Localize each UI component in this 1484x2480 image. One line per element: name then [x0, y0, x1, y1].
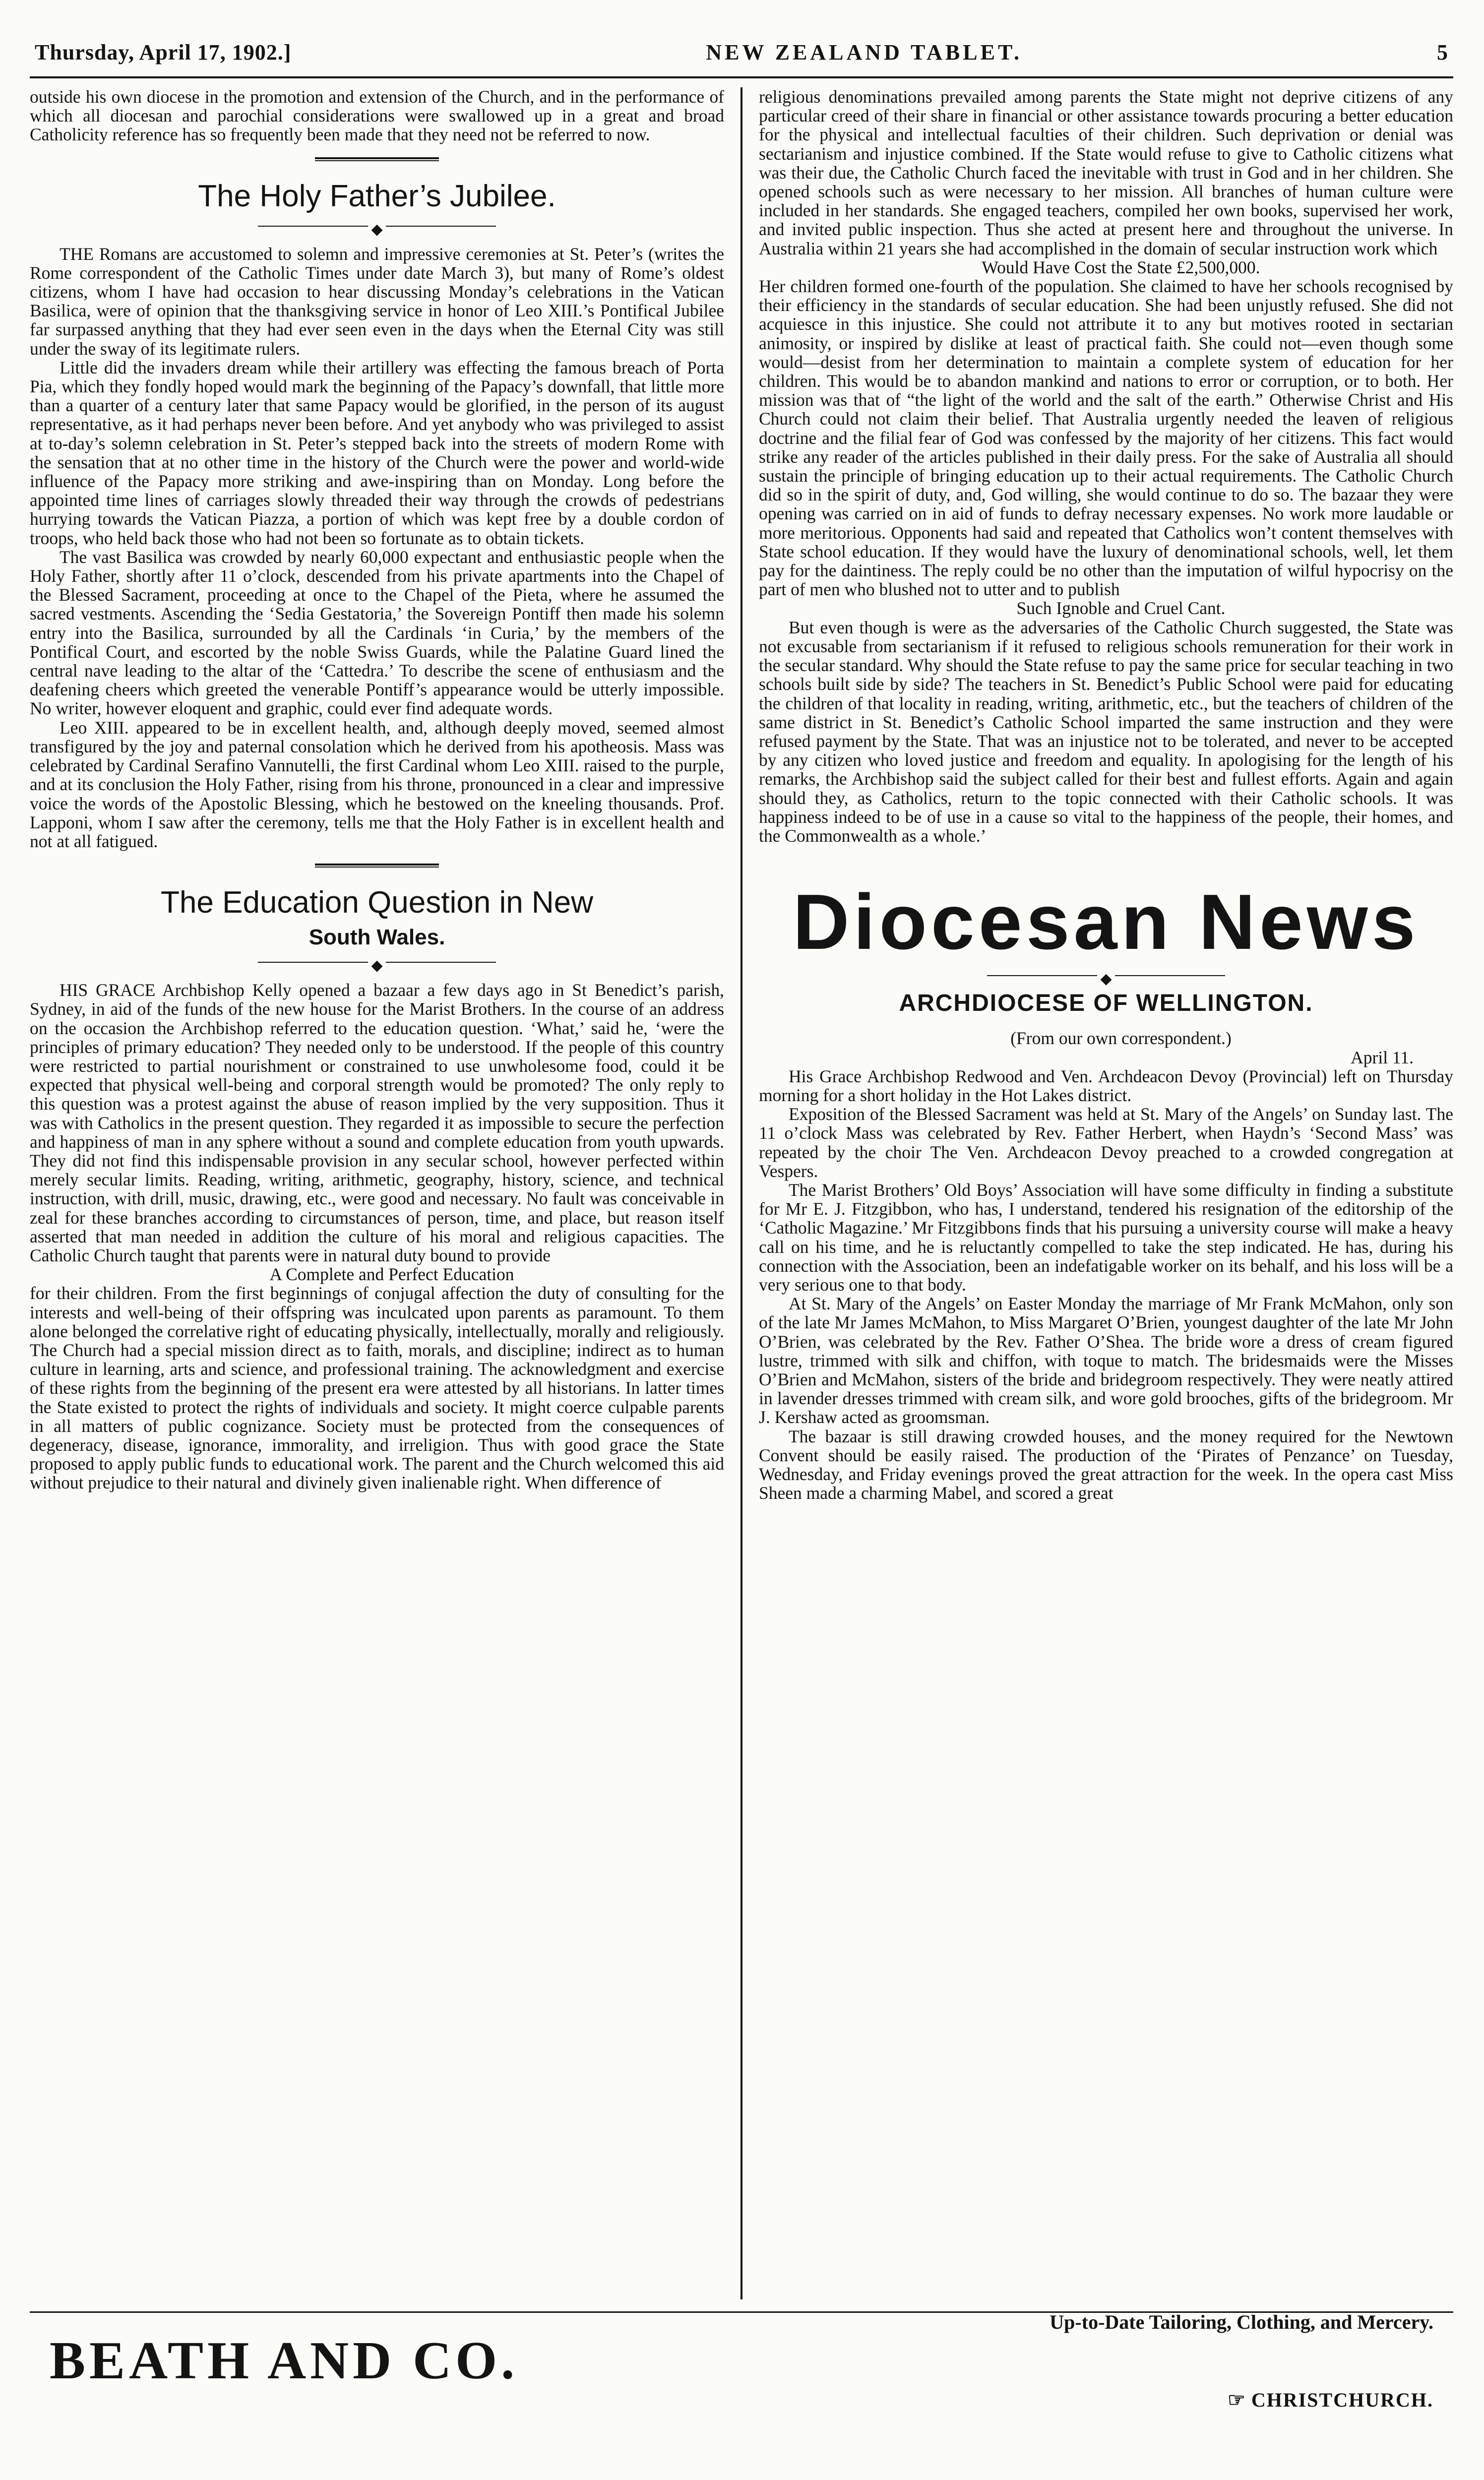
article-paragraph: The vast Basilica was crowded by nearly 60,000 expectant and enthusiastic people when the Holy Father, shortly after 11 o’clock, descended from his private apartments into the Chapel of the Blessed Sacrament, proceeding at once to the Chapel of the Pieta, where he assumed the sacred vestments. Ascending the ‘Sedia Gestatoria,’ the Sovereign Pontiff then made his solemn entry into the Basilica, surrounded by all the Cardinals ‘in Curia,’ by the members of the Pontifical Court, and escorted by the noble Swiss Guards, while the Palatine Guard lined the central nave leading to the altar of the ‘Cattedra.’ To describe the scene of enthusiasm and the deafening cheers which greeted the venerable Pontiff’s appearance would be utterly impossible. No writer, however eloquent and graphic, could ever find adequate words.: [30, 547, 724, 719]
advertiser-city-line: [1228, 2388, 1433, 2412]
article-subhead: A Complete and Perfect Education: [269, 1264, 514, 1285]
article-paragraph: Leo XIII. appeared to be in excellent health, and, although deeply moved, seemed almost transfigured by the joy and paternal consolation which he derived from his apotheosis. Mass was celebrated by Cardinal Serafino Vannutelli, the first Cardinal whom Leo XIII. raised to the purple, and at its conclusion the Holy Father, rising from his throne, pronounced in a clear and impressive voice the words of the Apostolic Blessing, which he bestowed on the kneeling thousands. Prof. Lapponi, whom I saw after the ceremony, tells me that the Holy Father is in excellent health and not at all fatigued.: [30, 717, 724, 851]
advertiser-details: [1050, 2310, 1433, 2412]
diamond-rule: [30, 955, 724, 974]
archdiocese-heading: ARCHDIOCESE OF WELLINGTON.: [899, 990, 1313, 1017]
advertiser-city: CHRISTCHURCH.: [1251, 2389, 1433, 2411]
news-paragraph: His Grace Archbishop Redwood and Ven. Archdeacon Devoy (Provincial) left on Thursday morning for a short holiday in the Hot Lakes district.: [759, 1066, 1453, 1105]
columns: [30, 87, 1453, 2299]
article-paragraph: THE Romans are accustomed to solemn and impressive ceremonies at St. Peter’s (writes the Rome correspondent of the Catholic Times under date March 3), but many of Rome’s oldest citizens, whom I have had occasion to hear discussing Monday’s celebrations in the Vatican Basilica, were of opinion that the thanksgiving service in honor of Leo XIII.’s Pontifical Jubilee far surpassed anything that they had ever seen even in the days when the Eternal City was still under the sway of its legitimate rulers.: [30, 244, 724, 359]
advertiser-brand: BEATH AND CO.: [50, 2331, 519, 2390]
advertisement-footer: [30, 2311, 1453, 2411]
diamond-icon: ◆: [368, 221, 385, 238]
page-number: 5: [1436, 40, 1448, 64]
pointing-hand-icon: ☞: [1227, 2389, 1246, 2411]
article-subhead: Such Ignoble and Cruel Cant.: [1016, 598, 1226, 619]
news-paragraph: At St. Mary of the Angels’ on Easter Monday the marriage of Mr Frank McMahon, only son of the late Mr James McMahon, to Miss Margaret O’Brien, youngest daughter of the late Mr John O’Brien, was celebrated by the Rev. Father O’Shea. The bride wore a dress of cream figured lustre, trimmed with silk and chiffon, with toque to match. The bridesmaids were the Misses O’Brien and McMahon, sisters of the bride and bridegroom respectively. They were neatly attired in lavender dresses trimmed with cream silk, and wore gold brooches, gifts of the bridegroom. Mr J. Kershaw acted as groomsman.: [759, 1294, 1453, 1427]
intro-paragraph: outside his own diocese in the promotion and extension of the Church, and in the performance of which all diocesan and parochial considerations were swallowed up in a great and broad Catholicity reference has so frequently been made that they need not be referred to now.: [30, 87, 724, 145]
section-rule: [315, 157, 439, 159]
left-column: [30, 87, 724, 2299]
article-paragraph: HIS GRACE Archbishop Kelly opened a bazaar a few days ago in St Benedict’s parish, Sydney, in aid of the funds of the new house for the Marist Brothers. In the course of an address on the occasion the Archbishop referred to the education question. ‘What,’ said he, ‘were the principles of primary education? They needed only to be understood. If the people of this country were restricted to partial nourishment or constrained to use unwholesome food, could it be expected that physical well-being and corporal strength would be promoted? The only reply to this question was a protest against the abuse of reason implied by the very supposition. Thus it was with Catholics in the present question. They regarded it as impossible to secure the perfection and happiness of man in any sphere without a sound and complete education from youth upwards. They did not find this indispensable provision in any secular school, however perfected within merely secular limits. Reading, writing, arithmetic, geography, history, science, and technical instruction, with drill, music, drawing, etc., were good and necessary. No fault was conceivable in zeal for these branches according to circumstances of person, time, and place, but reason itself asserted that man needed in addition the culture of his moral and religious capacities. The Catholic Church taught that parents were in natural duty bound to provide: [30, 980, 724, 1265]
diocesan-news-title: Diocesan News: [793, 878, 1420, 966]
section-rule: [315, 867, 439, 868]
header-rule: [30, 76, 1453, 78]
section-rule: [315, 160, 439, 161]
diamond-icon: ◆: [1097, 971, 1114, 987]
right-column: [759, 87, 1453, 2299]
advertiser-tagline: Up-to-Date Tailoring, Clothing, and Mercery.: [1050, 2311, 1433, 2333]
news-paragraph: Exposition of the Blessed Sacrament was held at St. Mary of the Angels’ on Sunday last. The 11 o’clock Mass was celebrated by Rev. Father Herbert, when Haydn’s ‘Second Mass’ was repeated by the choir The Ven. Archdeacon Devoy preached to a crowded congregation at Vespers.: [759, 1104, 1453, 1181]
news-paragraph: The bazaar is still drawing crowded houses, and the money required for the Newtown Convent should be easily raised. The production of the ‘Pirates of Penzance’ on Tuesday, Wednesday, and Friday evenings proved the great attraction for the week. In the opera cast Miss Sheen made a charming Mabel, and scored a great: [759, 1426, 1453, 1503]
education-subheadline: South Wales.: [309, 925, 445, 950]
article-paragraph: for their children. From the first beginnings of conjugal affection the duty of consulting for the interests and well-being of their offspring was inculcated upon parents as paramount. To them alone belonged the correlative right of educating physically, intellectually, morally and religiously. The Church had a special mission direct as to faith, morals, and discipline; indirect as to human culture in learning, arts and science, and professional training. The acknowledgment and exercise of these rights from the beginning of the present era were attested by all historians. In latter times the State existed to protect the rights of individuals and society. It might coerce culpable parents in all matters of public cognizance. Society must be protected from the consequences of degeneracy, disease, ignorance, immorality, and irreligion. Thus with good grace the State proposed to apply public funds to educational work. The parent and the Church welcomed this aid without prejudice to their natural and divinely given inalienable right. When difference of: [30, 1283, 724, 1493]
page-header: [30, 40, 1453, 74]
dateline: April 11.: [1351, 1047, 1414, 1067]
jubilee-headline: The Holy Father’s Jubilee.: [198, 179, 556, 213]
education-headline: The Education Question in New: [161, 885, 593, 920]
article-paragraph: religious denominations prevailed among parents the State might not deprive citizens of any particular creed of their share in financial or other assistance towards procuring a better education for the physical and intellectual faculties of their children. Such deprivation or denial was sectarianism and injustice combined. If the State would refuse to give to Catholic citizens what was their due, the Catholic Church faced the inevitable with trust in God and in her children. She opened schools such as were necessary to her mission. All branches of human culture were included in her standards. She engaged teachers, compiled her own books, supervised her work, and invited public inspection. Thus she acted at present here and throughout the universe. In Australia within 21 years she had accomplished in the domain of secular instruction work which: [759, 87, 1453, 258]
diamond-rule: [759, 968, 1453, 988]
article-subhead: Would Have Cost the State £2,500,000.: [982, 257, 1260, 277]
news-paragraph: The Marist Brothers’ Old Boys’ Association will have some difficulty in finding a substitute for Mr E. J. Fitzgibbon, who has, I understand, tendered his resignation of the editorship of the ‘Catholic Magazine.’ Mr Fitzgibbons finds that his pursuing a university course will make a heavy call on his time, and he is reluctantly compelled to take the step indicated. He has, during his connection with the Association, been an indefatigable worker on its behalf, and his loss will be a very serious one to that body.: [759, 1179, 1453, 1295]
diamond-rule: [30, 219, 724, 238]
article-paragraph: Little did the invaders dream while their artillery was effecting the famous breach of Porta Pia, which they fondly hoped would mark the beginning of the Papacy’s downfall, that little more than a quarter of a century later that same Papacy would be glorified, in the person of its august representative, as it had perhaps never been before. And yet anybody who was privileged to assist at to-day’s solemn celebration in St. Peter’s stepped back into the streets of modern Rome with the sensation that at no other time in the history of the Church were the power and world-wide influence of the Papacy more striking and awe-inspiring than on Monday. Long before the appointed time lines of carriages slowly threaded their way through the crowds of pedestrians hurrying towards the Vatican Piazza, a portion of which was kept free by a double cordon of troops, who held back those who had not been so fortunate as to obtain tickets.: [30, 357, 724, 548]
correspondent-line: (From our own correspondent.): [1010, 1028, 1232, 1049]
section-rule: [315, 864, 439, 866]
article-paragraph: But even though is were as the adversaries of the Catholic Church suggested, the State was not excusable from sectarianism if it refused to religious schools remuneration for their work in the secular standard. Why should the State refuse to pay the same price for secular teaching in two schools built side by side? The teachers in St. Benedict’s Public School were paid for educating the children of that locality in reading, writing, arithmetic, etc., but the teachers of children of the same district in St. Benedict’s Catholic School imparted the same instruction and they were refused payment by the State. That was an injustice not to be tolerated, and never to be accepted by any citizen who loved justice and freedom and equality. In apologising for the length of his remarks, the Archbishop said the subject called for their best and fullest efforts. Again and again should they, as Catholics, return to the topic connected with their Catholic schools. It was happiness indeed to be of use in a cause so vital to the happiness of the people, their homes, and the Commonwealth as a whole.’: [759, 617, 1453, 846]
diamond-icon: ◆: [368, 957, 385, 974]
masthead-title: NEW ZEALAND TABLET.: [706, 40, 1023, 64]
issue-date: Thursday, April 17, 1902.]: [35, 40, 292, 64]
article-paragraph: Her children formed one-fourth of the population. She claimed to have her schools recognised by their efficiency in the standards of secular education. She had been unjustly refused. She did not acquiesce in this injustice. She could not attribute it to any but motives rooted in sectarian animosity, or inspired by dislike at least of practical faith. She could not—even though some would—desist from her determination to maintain a complete system of education for her children. This would be to abandon mankind and nations to error or corruption, or to both. Her mission was that of “the light of the world and the salt of the earth.” Otherwise Christ and His Church could not claim their belief. That Australia urgently needed the leaven of religious doctrine and the filial fear of God was confessed by the majority of her citizens. This fact would strike any reader of the articles published in their daily press. For the sake of Australia all should sustain the principle of bringing education up to their actual requirements. The Catholic Church did so in the spirit of duty, and, God willing, she would continue to do so. The bazaar they were opening was carried on in aid of funds to defray necessary expenses. No work more laudable or more meritorious. Opponents had said and repeated that Catholics won’t content themselves with State school education. If they would have the luxury of denominational schools, well, let them pay for the daintiness. The reply could be no other than the imputation of wilful hypocrisy on the part of men who blushed not to utter and to publish: [759, 276, 1453, 600]
column-rule: [741, 87, 742, 2299]
newspaper-page: [30, 40, 1453, 2480]
